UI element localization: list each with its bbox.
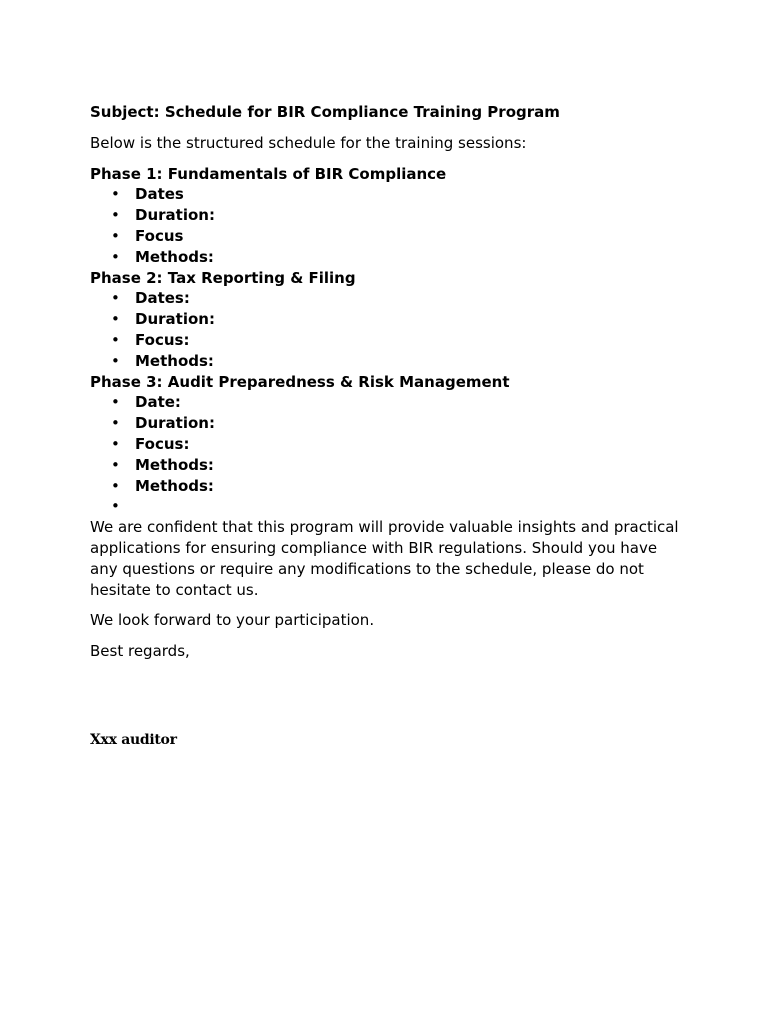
closing-line: We look forward to your participation.: [90, 611, 375, 630]
subject-line: Subject: Schedule for BIR Compliance Training Program: [90, 103, 560, 121]
phase-2: [90, 268, 680, 372]
list-item: [90, 309, 680, 330]
list-item: [90, 392, 680, 413]
intro-paragraph: Below is the structured schedule for the training sessions:: [90, 133, 527, 152]
letter-document: [90, 102, 680, 751]
list-item: [90, 330, 680, 351]
bullet-icon: •: [111, 185, 120, 204]
phase-3: [90, 372, 680, 518]
bullet-icon: •: [111, 247, 120, 266]
list-item-label: Dates:: [135, 289, 190, 308]
list-item: [90, 455, 680, 476]
list-item: [90, 434, 680, 455]
phase-1-list: [90, 184, 680, 267]
bullet-icon: •: [111, 289, 120, 308]
bullet-icon: •: [111, 206, 120, 225]
list-item-label: Focus: [135, 226, 184, 245]
bullet-icon: •: [111, 497, 120, 516]
list-item-label: Focus:: [135, 330, 190, 349]
signature-space: [90, 672, 680, 730]
list-item-label: Date:: [135, 393, 181, 412]
list-item-label: Duration:: [135, 414, 215, 433]
bullet-icon: •: [111, 351, 120, 370]
bullet-icon: •: [111, 393, 120, 412]
phase-2-list: [90, 288, 680, 371]
list-item: [90, 496, 680, 517]
list-item-label: Dates: [135, 185, 184, 204]
list-item-label: Duration:: [135, 206, 215, 225]
list-item-label: Methods:: [135, 247, 214, 266]
bullet-icon: •: [111, 476, 120, 495]
bullet-icon: •: [111, 455, 120, 474]
list-item: [90, 288, 680, 309]
sign-off: Best regards,: [90, 642, 190, 661]
list-item: [90, 184, 680, 205]
bullet-icon: •: [111, 330, 120, 349]
list-item-label: Methods:: [135, 455, 214, 474]
phase-1-title: Phase 1: Fundamentals of BIR Compliance: [90, 164, 447, 183]
phase-2-title: Phase 2: Tax Reporting & Filing: [90, 268, 356, 287]
list-item-label: Duration:: [135, 310, 215, 329]
bullet-icon: •: [111, 434, 120, 453]
phase-3-title: Phase 3: Audit Preparedness & Risk Management: [90, 372, 510, 391]
list-item-label: Focus:: [135, 434, 190, 453]
phase-1: [90, 164, 680, 268]
bullet-icon: •: [111, 414, 120, 433]
bullet-icon: •: [111, 310, 120, 329]
bullet-icon: •: [111, 226, 120, 245]
list-item: [90, 413, 680, 434]
body-paragraph: We are confident that this program will provide valuable insights and practical applications for ensuring compliance with BIR regulations. Should you have any questions or require any modifications to the schedule, please do not hesitate to contact us.: [90, 518, 679, 599]
list-item: [90, 351, 680, 372]
list-item: [90, 476, 680, 497]
phase-3-list: [90, 392, 680, 517]
list-item-label: Methods:: [135, 351, 214, 370]
list-item: [90, 205, 680, 226]
list-item-label: Methods:: [135, 476, 214, 495]
list-item: [90, 247, 680, 268]
list-item: [90, 226, 680, 247]
signature: Xxx auditor: [90, 731, 177, 748]
